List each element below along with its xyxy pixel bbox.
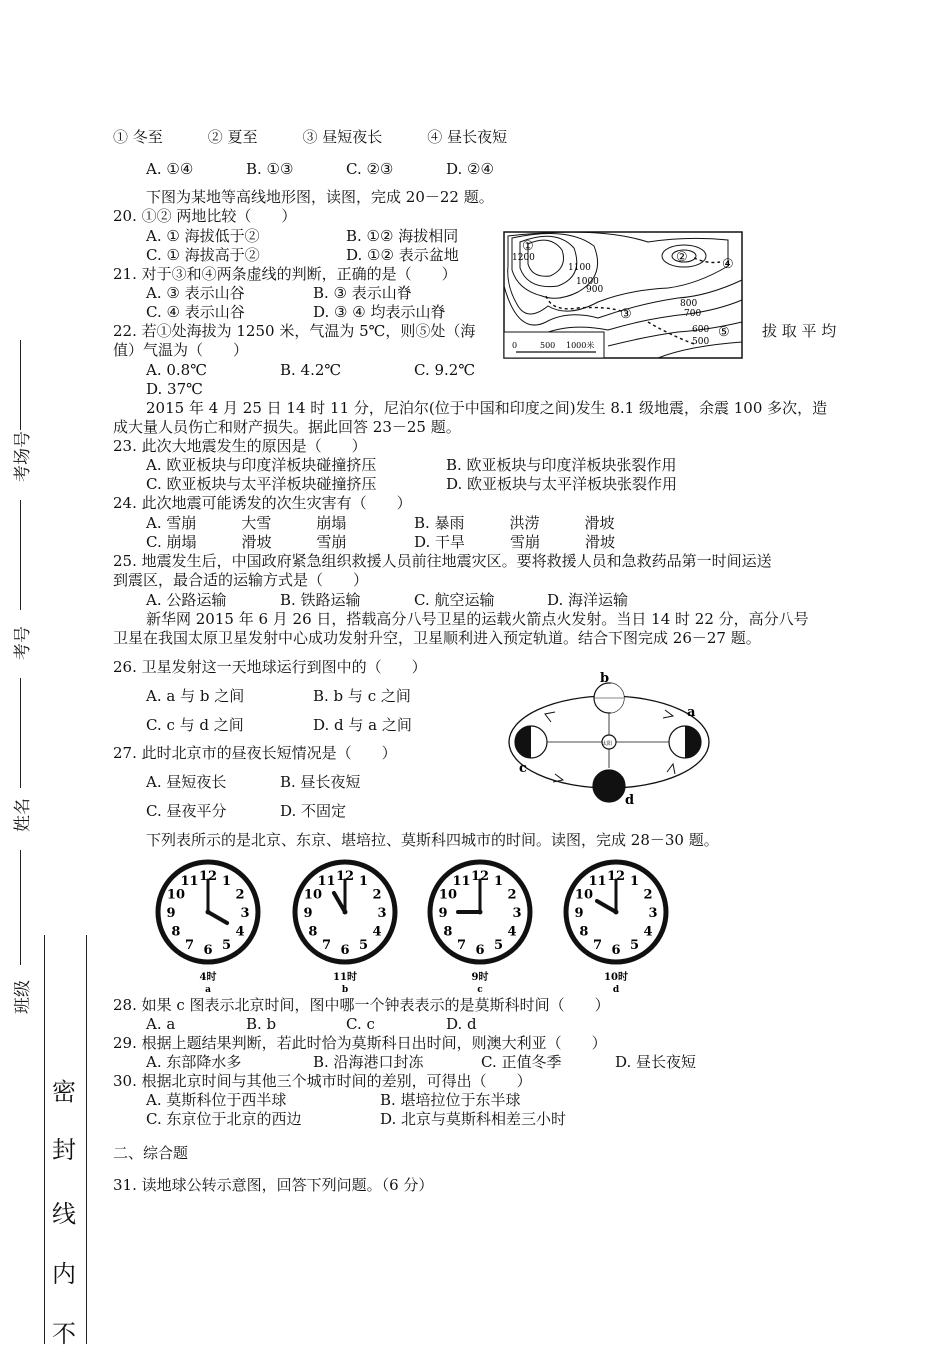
clock-numeral: 9 [166, 906, 176, 921]
exam-room-label: 考场号 [13, 431, 33, 482]
q19-option-c: C. ②③ [346, 160, 394, 178]
clock-numeral: 7 [592, 938, 603, 954]
q24-stem: 24. 此次地震可能诱发的次生灾害有（ ） [113, 494, 412, 512]
q21-option-b: B. ③ 表示山脊 [313, 284, 412, 302]
clock-numeral: 11 [452, 873, 471, 889]
clock-numeral: 3 [240, 906, 250, 921]
q28-option-b: B. b [246, 1015, 277, 1033]
q20-stem: 20. ①② 两地比较（ ） [113, 207, 297, 225]
sun-label: 太阳 [602, 741, 613, 747]
q22-stem-line1: 22. 若①处海拔为 1250 米，气温为 5℃，则⑤处（海 [113, 322, 476, 340]
q20-option-b: B. ①② 海拔相同 [346, 227, 459, 245]
clock-numeral: 12 [470, 869, 490, 884]
q29-option-a: A. 东部降水多 [146, 1053, 242, 1071]
q21-option-c: C. ④ 表示山谷 [146, 303, 245, 321]
q26-option-b: B. b 与 c 之间 [313, 687, 411, 705]
seal-char-2: 封 [52, 1136, 76, 1164]
clock-numeral: 6 [475, 943, 485, 958]
q24-option-a: A. 雪崩 大雪 崩塌 [146, 514, 347, 532]
q25-stem-line2: 到震区，最合适的运输方式是（ ） [113, 571, 369, 589]
clock-time-label: 4时 [199, 972, 217, 983]
orbit-label-c: c [519, 761, 527, 776]
orbit-label-d: d [625, 793, 635, 808]
q22-option-d: D. 37℃ [146, 380, 203, 398]
q19-option-a: A. ①④ [146, 160, 194, 178]
intro-23-25-line2: 成大量人员伤亡和财产损失。据此回答 23－25 题。 [113, 418, 461, 436]
orbit-arrow-bc [545, 712, 555, 722]
clock-numeral: 8 [171, 924, 181, 940]
clock-center [343, 910, 348, 915]
earth-c-icon [515, 726, 547, 758]
map-point-2: ② [676, 250, 688, 265]
q24-option-d: D. 干旱 雪崩 滑坡 [414, 533, 616, 551]
seal-border-left [44, 935, 45, 1344]
q30-stem: 30. 根据北京时间与其他三个城市时间的差别，可得出（ ） [113, 1072, 532, 1090]
q29-stem: 29. 根据上题结果判断，若此时恰为莫斯科日出时间，则澳大利亚（ ） [113, 1034, 607, 1052]
contour-label-700: 700 [684, 309, 702, 319]
clock-center [478, 910, 483, 915]
q31-stem: 31. 读地球公转示意图，回答下列问题。（6 分） [113, 1176, 434, 1194]
clocks-figure [150, 856, 690, 996]
earth-d-icon [593, 770, 625, 802]
clock-numeral: 2 [235, 887, 245, 903]
clock-numeral: 2 [372, 887, 382, 903]
seal-char-1: 密 [52, 1078, 76, 1106]
q20-option-a: A. ① 海拔低于② [146, 227, 260, 245]
q26-stem: 26. 卫星发射这一天地球运行到图中的（ ） [113, 658, 427, 676]
q29-option-c: C. 正值冬季 [481, 1053, 562, 1071]
clock-b [295, 862, 395, 995]
map-point-4: ④ [722, 257, 734, 272]
clock-numeral: 8 [443, 924, 453, 940]
clock-numeral: 9 [574, 906, 584, 921]
clock-numeral: 4 [235, 924, 245, 940]
clock-numeral: 11 [317, 873, 336, 889]
exam-room-line [20, 340, 21, 430]
earth-orbit-figure [505, 668, 720, 808]
q23-option-c: C. 欧亚板块与太平洋板块碰撞挤压 [146, 475, 377, 493]
q21-option-d: D. ③ ④ 均表示山脊 [313, 303, 446, 321]
clock-numeral: 2 [507, 887, 517, 903]
q25-stem-line1: 25. 地震发生后，中国政府紧急组织救援人员前往地震灾区。要将救援人员和急救药品第一时间运送 [113, 552, 772, 570]
q19-option-b: B. ①③ [246, 160, 294, 178]
q27-stem: 27. 此时北京市的昼夜长短情况是（ ） [113, 744, 397, 762]
contour-label-800: 800 [680, 299, 698, 309]
orbit-arrow-da [667, 764, 675, 774]
clock-numeral: 4 [643, 924, 653, 940]
orbit-label-b: b [600, 671, 610, 686]
clock-letter-label: b [341, 985, 349, 995]
q23-option-a: A. 欧亚板块与印度洋板块碰撞挤压 [146, 456, 377, 474]
clock-c [430, 862, 530, 995]
clock-time-label: 9时 [471, 972, 489, 983]
clock-numeral: 8 [579, 924, 589, 940]
q22-stem-line2: 值）气温为（ ） [113, 341, 249, 359]
q19-items: ① 冬至 ② 夏至 ③ 昼短夜长 ④ 昼长夜短 [113, 128, 508, 146]
clock-numeral: 12 [606, 869, 626, 884]
clock-d [566, 862, 666, 995]
q25-option-d: D. 海洋运输 [547, 591, 629, 609]
contour-label-1000: 1000 [576, 277, 599, 287]
clock-numeral: 5 [221, 938, 232, 954]
clock-numeral: 10 [166, 887, 186, 903]
clock-a [158, 862, 258, 995]
clock-time-label: 10时 [604, 972, 628, 983]
clock-numeral: 9 [438, 906, 448, 921]
map-point-3: ③ [620, 307, 632, 322]
q21-option-a: A. ③ 表示山谷 [146, 284, 245, 302]
earth-a-icon [669, 726, 701, 758]
clock-numeral: 7 [321, 938, 332, 954]
clock-center [206, 910, 211, 915]
q27-option-c: C. 昼夜平分 [146, 802, 227, 820]
q27-option-b: B. 昼长夜短 [280, 773, 361, 791]
clock-numeral: 6 [340, 943, 350, 958]
q27-option-a: A. 昼短夜长 [146, 773, 227, 791]
exam-no-line [20, 500, 21, 610]
dashed-line-4 [694, 258, 720, 263]
q28-option-a: A. a [146, 1015, 176, 1033]
clock-numeral: 10 [303, 887, 323, 903]
q25-option-c: C. 航空运输 [414, 591, 495, 609]
clock-numeral: 8 [308, 924, 318, 940]
section-2-heading: 二、综合题 [113, 1144, 189, 1162]
q23-option-d: D. 欧亚板块与太平洋板块张裂作用 [446, 475, 678, 493]
intro-26-27-line2: 卫星在我国太原卫星发射中心成功发射升空，卫星顺利进入预定轨道。结合下图完成 26－27 题。 [113, 629, 761, 647]
q25-option-b: B. 铁路运输 [280, 591, 361, 609]
clock-letter-label: d [612, 985, 620, 995]
map-point-5: ⑤ [718, 325, 730, 340]
intro-26-27-line1: 新华网 2015 年 6 月 26 日，搭载高分八号卫星的运载火箭点火发射。当日 14 时 22 分，高分八号 [146, 610, 809, 628]
clock-numeral: 3 [648, 906, 658, 921]
class-line [20, 850, 21, 965]
orbit-label-a: a [687, 705, 696, 720]
q27-option-d: D. 不固定 [280, 802, 347, 820]
contour-label-1100: 1100 [568, 263, 591, 273]
seal-border-right [86, 935, 87, 1344]
clock-numeral: 1 [629, 873, 640, 889]
clock-numeral: 7 [184, 938, 195, 954]
q24-option-c: C. 崩塌 滑坡 雪崩 [146, 533, 347, 551]
q23-option-b: B. 欧亚板块与印度洋板块张裂作用 [446, 456, 677, 474]
contour-label-1200: 1200 [512, 253, 535, 263]
q30-option-d: D. 北京与莫斯科相差三小时 [380, 1110, 567, 1128]
orbit-arrow-ab [663, 710, 673, 718]
q26-option-a: A. a 与 b 之间 [146, 687, 245, 705]
seal-char-3: 线 [52, 1200, 76, 1228]
clock-numeral: 3 [377, 906, 387, 921]
exam-no-label: 考号 [13, 626, 33, 660]
clock-numeral: 6 [203, 943, 213, 958]
contour-map-figure [498, 226, 750, 374]
clock-numeral: 5 [358, 938, 369, 954]
clock-numeral: 2 [643, 887, 653, 903]
q20-option-d: D. ①② 表示盆地 [346, 246, 459, 264]
intro-20-22: 下图为某地等高线地形图，读图，完成 20－22 题。 [146, 188, 494, 206]
q28-stem: 28. 如果 c 图表示北京时间，图中哪一个钟表表示的是莫斯科时间（ ） [113, 996, 610, 1014]
q28-option-d: D. d [446, 1015, 477, 1033]
q22-option-c: C. 9.2℃ [414, 361, 476, 379]
earth-b-icon [594, 683, 624, 713]
clock-numeral: 12 [335, 869, 355, 884]
clock-numeral: 4 [507, 924, 517, 940]
clock-numeral: 1 [358, 873, 369, 889]
clock-numeral: 1 [221, 873, 232, 889]
clock-letter-label: c [477, 985, 483, 995]
scale-1000m: 1000米 [566, 341, 595, 350]
q28-option-c: C. c [346, 1015, 375, 1033]
clock-numeral: 12 [198, 869, 218, 884]
clock-numeral: 1 [493, 873, 504, 889]
q19-option-d: D. ②④ [446, 160, 494, 178]
clock-numeral: 10 [438, 887, 458, 903]
q22-option-b: B. 4.2℃ [280, 361, 342, 379]
q29-option-b: B. 沿海港口封冻 [313, 1053, 424, 1071]
clock-numeral: 3 [512, 906, 522, 921]
class-label: 班级 [13, 980, 33, 1014]
contour-label-900: 900 [586, 285, 604, 295]
clock-numeral: 10 [574, 887, 594, 903]
contour-label-500: 500 [692, 337, 710, 347]
scale-500: 500 [540, 341, 556, 350]
clock-numeral: 6 [611, 943, 621, 958]
q21-stem: 21. 对于③和④两条虚线的判断，正确的是（ ） [113, 265, 457, 283]
intro-23-25-line1: 2015 年 4 月 25 日 14 时 11 分，尼泊尔(位于中国和印度之间)发生 8.1 级地震，余震 100 多次，造 [146, 399, 828, 417]
intro-28-30: 下列表所示的是北京、东京、堪培拉、莫斯科四城市的时间。读图，完成 28－30 题。 [146, 831, 719, 849]
scale-0: 0 [512, 341, 518, 350]
clock-center [614, 910, 619, 915]
contour-label-600: 600 [692, 325, 710, 335]
q29-option-d: D. 昼长夜短 [615, 1053, 697, 1071]
clock-numeral: 9 [303, 906, 313, 921]
name-line [20, 678, 21, 788]
q20-option-c: C. ① 海拔高于② [146, 246, 260, 264]
clock-numeral: 11 [180, 873, 199, 889]
clock-numeral: 4 [372, 924, 382, 940]
q22-stem-right: 拔 取 平 均 [762, 322, 837, 340]
clock-numeral: 7 [456, 938, 467, 954]
map-point-1: ① [522, 239, 534, 254]
clock-time-label: 11时 [333, 972, 357, 983]
name-label: 姓名 [13, 798, 33, 832]
q24-option-b: B. 暴雨 洪涝 滑坡 [414, 514, 615, 532]
q26-option-c: C. c 与 d 之间 [146, 716, 244, 734]
q22-option-a: A. 0.8℃ [146, 361, 208, 379]
q30-option-b: B. 堪培拉位于东半球 [380, 1091, 521, 1109]
clock-numeral: 11 [588, 873, 607, 889]
q26-option-d: D. d 与 a 之间 [313, 716, 412, 734]
clock-letter-label: a [205, 985, 211, 995]
clock-numeral: 5 [629, 938, 640, 954]
q30-option-c: C. 东京位于北京的西边 [146, 1110, 302, 1128]
q30-option-a: A. 莫斯科位于西半球 [146, 1091, 287, 1109]
seal-char-4: 内 [52, 1260, 76, 1288]
q25-option-a: A. 公路运输 [146, 591, 227, 609]
seal-char-5: 不 [52, 1320, 76, 1348]
q23-stem: 23. 此次大地震发生的原因是（ ） [113, 437, 367, 455]
clock-numeral: 5 [493, 938, 504, 954]
